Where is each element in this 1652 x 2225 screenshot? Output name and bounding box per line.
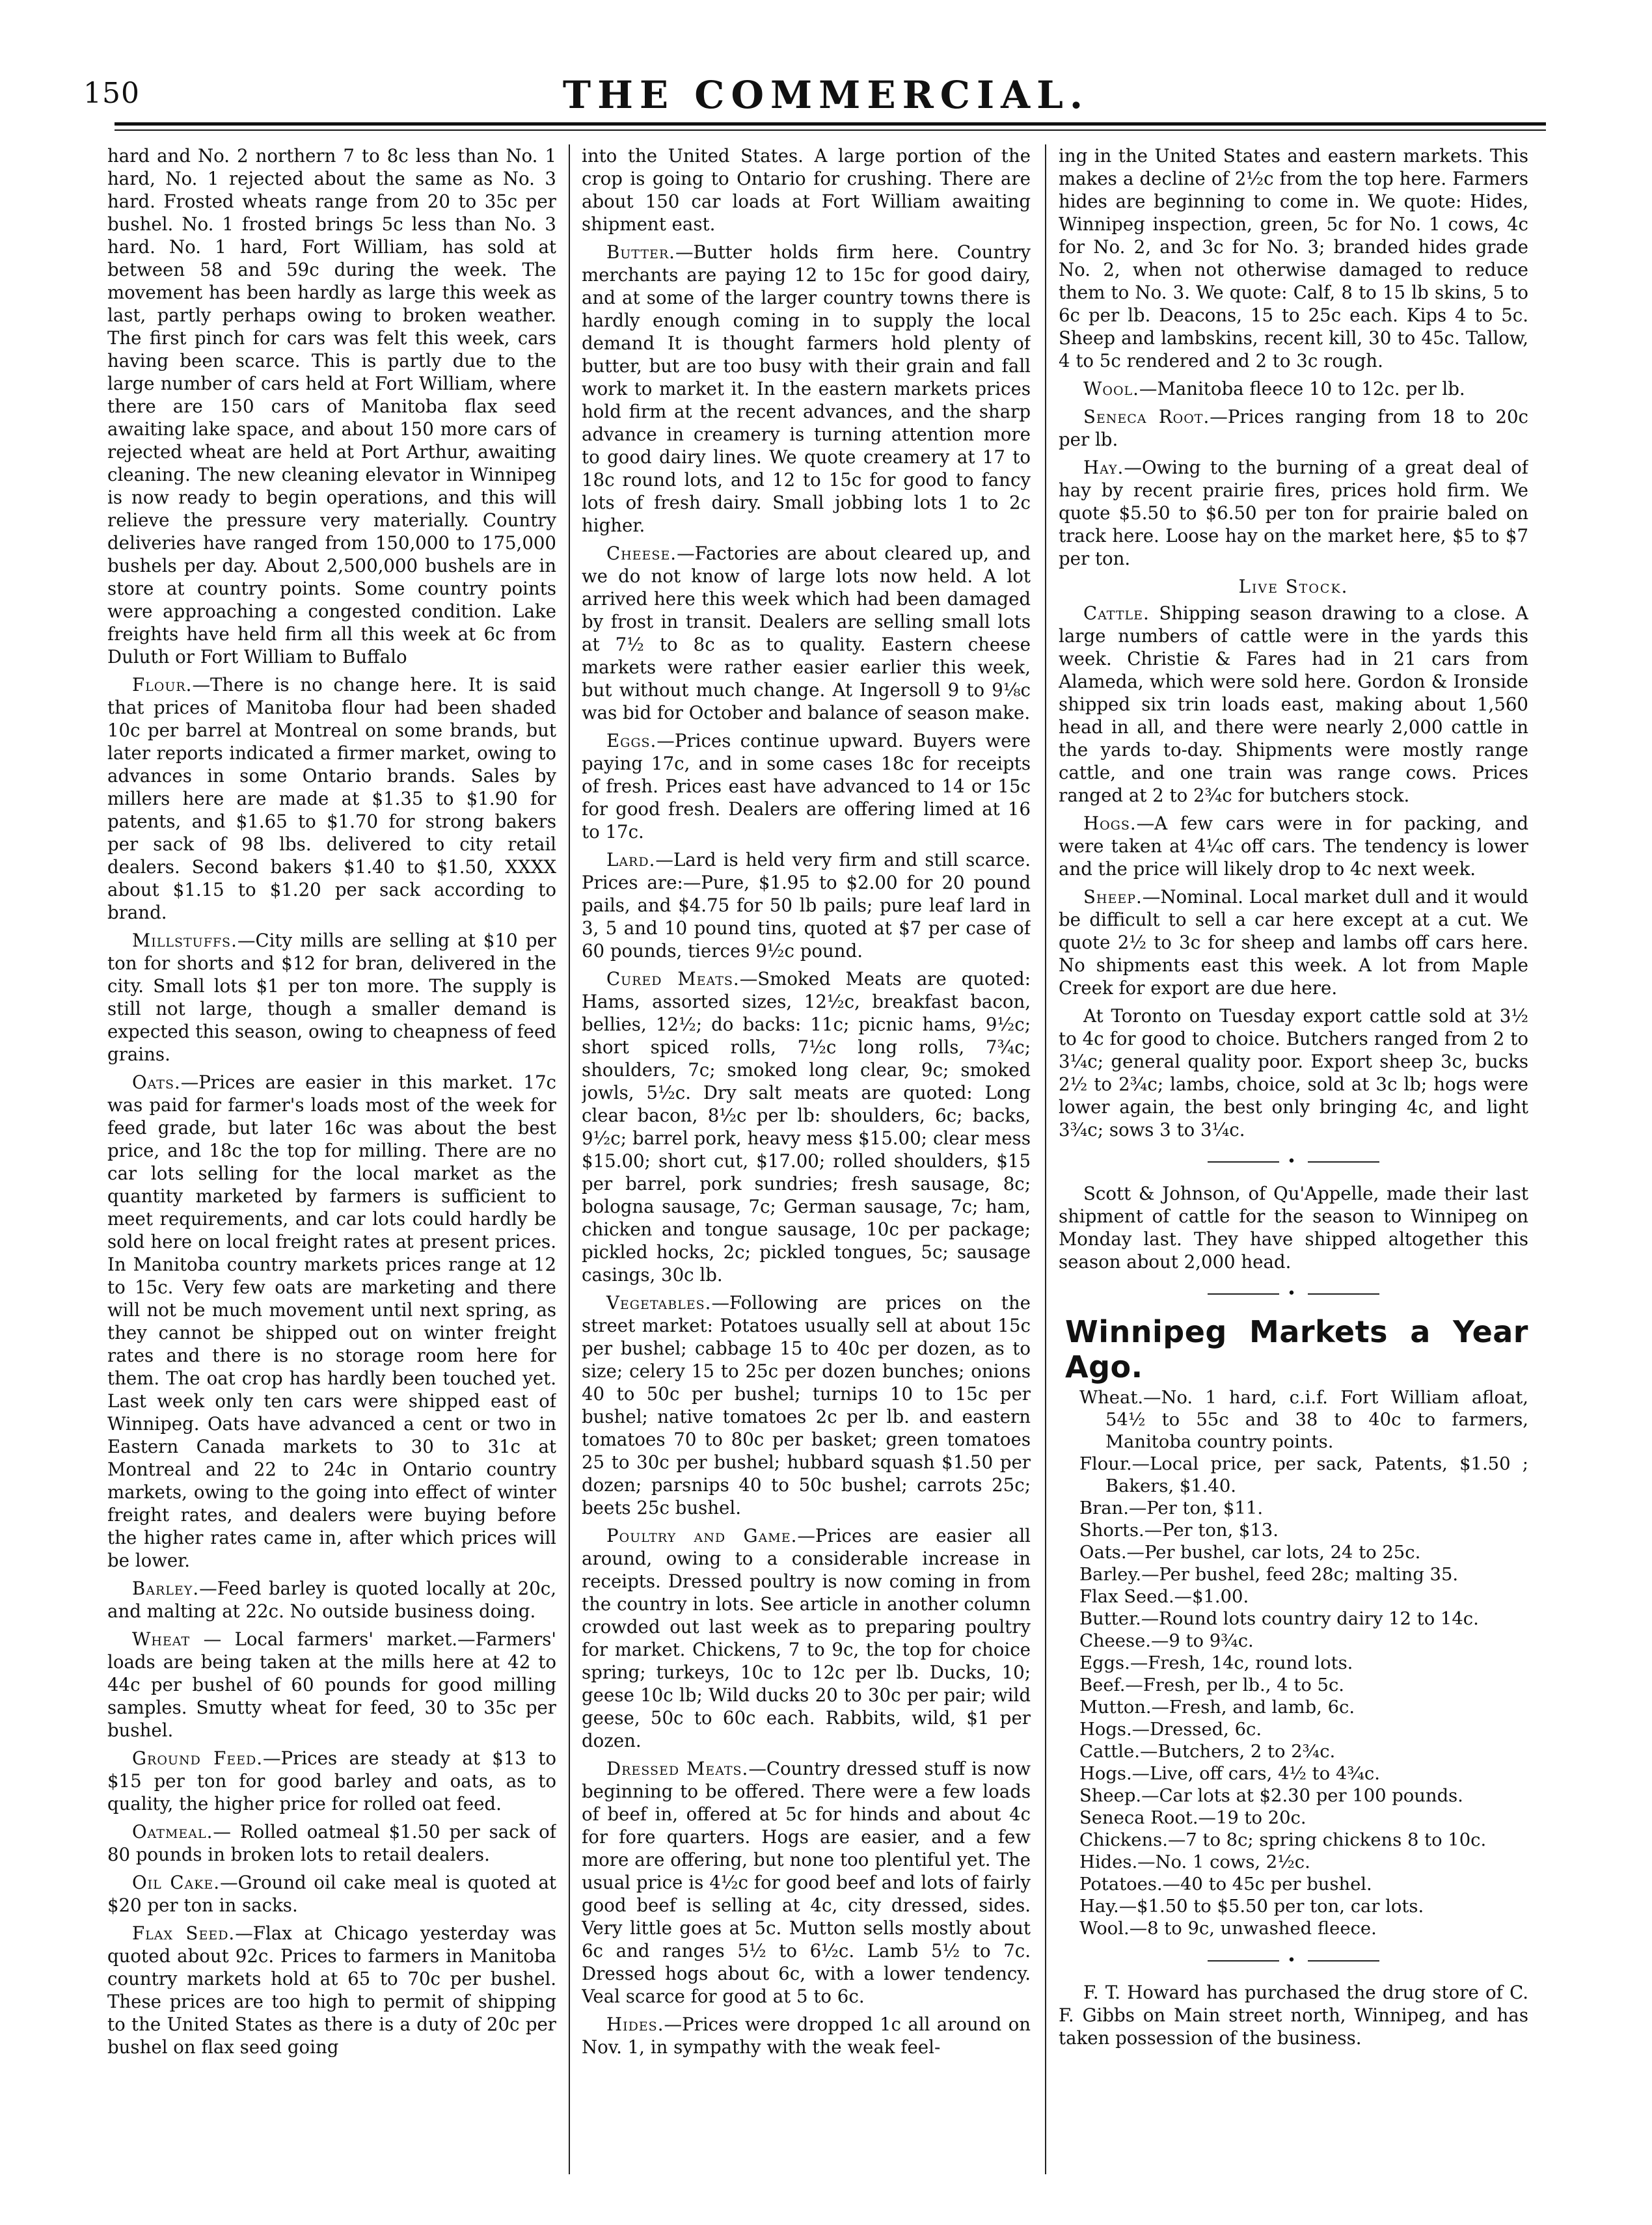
year-ago-list <box>1059 1387 1528 1940</box>
grain-paragraph: hard and No. 2 northern 7 to 8c less than No. 1 hard, No. 1 rejected about the same as No. 3 hard. Frosted wheats range from 20 to 35c per bushel. No. 1 frosted brings 5c less than No. 3 hard. No. 1 hard, Fort William, has sold at between 58 and 59c during the week. The movement has been hardly as large this week as last, partly perhaps owing to broken weather. The first pinch for cars was felt this week, cars having been scarce. This is partly due to the large number of cars held at Fort William, where there are 150 cars of Manitoba flax seed awaiting lake space, and about 150 more cars of rejected wheat are held at Port Arthur, awaiting cleaning. The new cleaning elevator in Winnipeg is now ready to begin operations, and this will relieve the pressure very materially. Country deliveries have ranged from 150,000 to 175,000 bushels per day. About 2,500,000 bushels are in store at country points. Some country points were approaching a congested condition. Lake freights have held firm all this week at 6c from Duluth or Fort William to Buffalo <box>107 145 556 668</box>
list-item: Wheat.—No. 1 hard, c.i.f. Fort William afloat, 54½ to 55c and 38 to 40c to farmers, Manitoba country points. <box>1079 1388 1528 1452</box>
oats-text: —Prices are easier in this market. 17c was paid for farmer's loads most of the week for feed grade, but later 16c was about the best price, and 18c the top for milling. There are no car lots selling for the local market as the quantity marketed by farmers is sufficient to meet requirements, and car lots could hardly be sold here on local freight rates at present prices. In Manitoba country markets prices range at 12 to 15c. Very few oats are marketing and there will not be much movement until next spring, as they cannot be shipped out on winter freight rates and there is no storage room here for them. The oat crop has hardly been touched yet. Last week only ten cars were shipped east of Winnipeg. Oats have advanced a cent or two in Eastern Canada markets to 30 to 31c at Montreal and 22 to 24c in Ontario country markets, owing to the going into effect of winter freight rates, and dealers were buying before the higher rates came in, after which prices will be lower. <box>107 1072 556 1571</box>
list-item: Bran.—Per ton, $11. <box>1079 1498 1264 1518</box>
cattle-heading: Cattle. <box>1083 602 1150 624</box>
hides-continued-paragraph: ing in the United States and eastern markets. This makes a decline of 2½c from the top here. Farmers hides are beginning to come in. We quote: Hides, Winnipeg inspection, green, 5c for No. 1 cows, 4c for No. 2, and 3c for No. 3; branded hides grade No. 2, when not otherwise damaged to reduce them to No. 3. We quote: Calf, 8 to 15 lb skins, 5 to 6c per lb. Deacons, 15 to 25c each. Kips 4 to 5c. Sheep and lambskins, recent kill, 30 to 45c. Tallow, 4 to 5c rendered and 2 to 3c rough. <box>1059 145 1528 371</box>
wool-paragraph <box>1059 377 1528 400</box>
ground-feed-paragraph <box>107 1747 556 1815</box>
vegetables-paragraph <box>582 1291 1031 1519</box>
vegetables-heading: Vegetables. <box>606 1292 712 1314</box>
barley-paragraph <box>107 1577 556 1623</box>
hogs-heading: Hogs. <box>1083 813 1137 834</box>
cheese-heading: Cheese. <box>606 543 677 564</box>
hides-paragraph <box>582 2013 1031 2058</box>
eggs-paragraph <box>582 729 1031 843</box>
millstuffs-heading: Millstuffs. <box>132 930 237 951</box>
list-item: Eggs.—Fresh, 14c, round lots. <box>1079 1653 1353 1673</box>
oatmeal-text: — Rolled oatmeal $1.50 per sack of 80 pounds in broken lots to retail dealers. <box>107 1821 556 1865</box>
oilcake-paragraph <box>107 1871 556 1917</box>
butter-paragraph <box>582 241 1031 537</box>
section-divider: • <box>1059 1949 1528 1972</box>
header-rule-thick <box>115 122 1546 126</box>
list-item: Hides.—No. 1 cows, 2½c. <box>1079 1852 1310 1872</box>
oatmeal-paragraph <box>107 1820 556 1866</box>
header-rule-thin <box>115 129 1546 131</box>
eggs-text: —Prices continue upward. Buyers were paying 17c, and in some cases 18c for receipts of fresh. Prices east have advanced to 14 or 15c for good fresh. Dealers are offering limed at 16 to 17c. <box>582 730 1031 843</box>
flaxseed-paragraph <box>107 1922 556 2058</box>
flour-heading: Flour. <box>132 674 193 695</box>
list-item: Cattle.—Butchers, 2 to 2¾c. <box>1079 1742 1336 1762</box>
oilcake-text: —Ground oil cake meal is quoted at $20 per ton in sacks. <box>107 1872 556 1916</box>
cured-meats-text: —Smoked Meats are quoted: Hams, assorted sizes, 12½c, breakfast bacon, bellies, 12½; do backs: 11c; picnic hams, 9½c; short spiced rolls, 7½c long rolls, 7¾c; shoulders, 7c; smoked long clear, 9c; smoked jowls, 5½c. Dry salt meats are quoted: Long clear bacon, 8½c per lb: shoulders, 6c; backs, 9½c; barrel pork, heavy mess $15.00; clear mess $15.00; short cut, $17.00; rolled shoulders, $15 per barrel, pork sundries; fresh sausage, 8c; bologna sausage, 7c; German sausage, 7c; ham, chicken and tongue sausage, 10c per package; pickled hocks, 2c; pickled tongues, 5c; sausage casings, 30c lb. <box>582 968 1031 1286</box>
ground-feed-text: —Prices are steady at $13 to $15 per ton for good barley and oats, as to quality, the higher price for rolled oat feed. <box>107 1747 556 1814</box>
butter-heading: Butter. <box>606 241 675 263</box>
list-item: Wool.—8 to 9c, unwashed fleece. <box>1079 1919 1377 1939</box>
barley-heading: Barley. <box>132 1578 200 1599</box>
hay-paragraph <box>1059 456 1528 570</box>
hogs-text: —A few cars were in for packing, and were taken at 4¼c off cars. The tendency is lower and the price will likely drop to 4c next week. <box>1059 813 1528 880</box>
column-3 <box>1059 144 1528 2181</box>
list-item: Seneca Root.—19 to 20c. <box>1079 1808 1307 1828</box>
cattle-text: Shipping season drawing to a close. A large numbers of cattle were in the yards this week. Christie & Fares had in 21 cars from Alameda, which were sold here. Gordon & Ironside shipped six trin loads east, making about 1,560 head in all, and there were nearly 2,000 cattle in the yards to-day. Shipments were mostly range cattle, and one train was range cows. Prices ranged at 2 to 2¾c for butchers stock. <box>1059 602 1528 806</box>
seneca-text: —Prices ranging from 18 to 20c per lb. <box>1059 406 1528 450</box>
list-item: Shorts.—Per ton, $13. <box>1079 1520 1279 1541</box>
scott-johnson-paragraph: Scott & Johnson, of Qu'Appelle, made their last shipment of cattle for the season to Winnipeg on Monday last. They have shipped altogether this season about 2,000 head. <box>1059 1183 1528 1273</box>
seneca-heading: Seneca Root. <box>1083 406 1210 427</box>
column-1 <box>107 144 556 2181</box>
flour-paragraph <box>107 673 556 924</box>
hay-heading: Hay. <box>1083 457 1124 478</box>
column-2 <box>582 144 1031 2181</box>
wheat-paragraph <box>107 1628 556 1742</box>
column-divider-1 <box>569 144 570 2174</box>
list-item: Butter.—Round lots country dairy 12 to 14c. <box>1079 1609 1479 1629</box>
flax-continued-paragraph: into the United States. A large portion of the crop is going to Ontario for crushing. There are about 150 car loads at Fort William awaiting shipment east. <box>582 145 1031 235</box>
hides-text: —Prices were dropped 1c all around on Nov. 1, in sympathy with the weak feel- <box>582 2014 1031 2058</box>
wool-heading: Wool. <box>1083 378 1139 399</box>
cheese-text: —Factories are about cleared up, and we do not know of large lots now held. A lot arrived here this week which had been damaged by frost in transit. Dealers are selling small lots at 7½ to 8c as to quality. Eastern cheese markets were rather easier earlier this week, but without much change. At Ingersoll 9 to 9⅛c was bid for October and balance of season make. <box>582 543 1031 723</box>
section-divider: • <box>1059 1150 1528 1173</box>
oatmeal-heading: Oatmeal. <box>132 1821 213 1842</box>
poultry-text: —Prices are easier all around, owing to a considerable increase in receipts. Dressed poultry is now coming in from the country in lots. See article in another column crowded out last week as to preparing poultry for market. Chickens, 7 to 9c, the top for choice spring; turkeys, 10c to 12c per lb. Ducks, 10; geese 10c lb; Wild ducks 20 to 30c per pair; wild geese, 50c to 60c each. Rabbits, wild, $1 per dozen. <box>582 1525 1031 1751</box>
millstuffs-text: —City mills are selling at $10 per ton for shorts and $12 for bran, delivered in the city. Small lots $1 per ton more. The supply is still not large, though a smaller demand is expected this season, owing to cheapness of feed grains. <box>107 930 556 1065</box>
dressed-meats-paragraph <box>582 1757 1031 2008</box>
toronto-paragraph: At Toronto on Tuesday export cattle sold at 3½ to 4c for good to choice. Butchers ranged from 2 to 3¼c; general quality poor. Export sheep 3c, bucks 2½ to 2¾c; lambs, choice, sold at 3c lb; hogs were lower again, the best only bringing 4c, and light 3¾c; sows 3 to 3¼c. <box>1059 1005 1528 1140</box>
lard-heading: Lard. <box>606 849 656 870</box>
cattle-paragraph <box>1059 602 1528 807</box>
list-item: Flax Seed.—$1.00. <box>1079 1587 1249 1607</box>
dressed-meats-text: —Country dressed stuff is now beginning to be offered. There were a few loads of beef in, offered at 5c for hinds and about 4c for fore quarters. Hogs are easier, and a few more are offering, but none too plentiful yet. The usual price is 4½c for good beef and lots of fairly good beef is selling at 4c, city dressed, sides. Very little goes at 5c. Mutton sells mostly about 6c and ranges 5½ to 6½c. Lamb 5½ to 7c. Dressed hogs about 6c, with a lower tendency. Veal scarce for good at 5 to 6c. <box>582 1758 1031 2007</box>
live-stock-heading: Live Stock. <box>1238 576 1349 597</box>
dressed-meats-heading: Dressed Meats. <box>606 1758 749 1779</box>
vegetables-text: —Following are prices on the street market: Potatoes usually sell at about 15c per bushel; cabbage 15 to 40c per dozen, as to size; celery 15 to 25c per dozen bunches; onions 40 to 50c per bushel; turnips 10 to 15c per bushel; native tomatoes 2c per lb. and eastern tomatoes 70 to 80c per basket; green tomatoes 25 to 30c per bushel; hubbard squash $1.50 per dozen; parsnips 40 to 50c bushel; carrots 25c; beets 25c bushel. <box>582 1292 1031 1518</box>
flour-text: —There is no change here. It is said that prices of Manitoba flour had been shaded 10c per barrel at Montreal on some brands, but later reports indicated a firmer market, owing to advances in some Ontario brands. Sales by millers here are made at $1.35 to $1.90 for patents, and $1.65 to $1.70 for strong bakers per sack of 98 lbs. delivered to city retail dealers. Second bakers $1.40 to $1.50, XXXX about $1.15 to $1.20 per sack according to brand. <box>107 674 556 923</box>
masthead-title: THE COMMERCIAL. <box>562 73 1090 117</box>
oats-paragraph <box>107 1071 556 1572</box>
wheat-heading: Wheat <box>132 1628 191 1650</box>
lard-text: —Lard is held very firm and still scarce. Prices are:—Pure, $1.95 to $2.00 for 20 pound pails, and $4.75 for 50 lb pails; pure leaf lard in 3, 5 and 10 pound tins, quoted at $7 per case of 60 pounds, tierces 9½c pound. <box>582 849 1031 962</box>
seneca-paragraph <box>1059 405 1528 451</box>
lard-paragraph <box>582 848 1031 962</box>
list-item: Sheep.—Car lots at $2.30 per 100 pounds. <box>1079 1786 1463 1806</box>
flaxseed-text: —Flax at Chicago yesterday was quoted about 92c. Prices to farmers in Manitoba country markets hold at 65 to 70c per bushel. These prices are too high to permit of shipping to the United States as there is a duty of 20c per bushel on flax seed going <box>107 1922 556 2058</box>
hogs-paragraph <box>1059 812 1528 880</box>
wool-text: —Manitoba fleece 10 to 12c. per lb. <box>1139 378 1465 399</box>
sheep-heading: Sheep. <box>1083 886 1143 908</box>
howard-notice-paragraph: F. T. Howard has purchased the drug store of C. F. Gibbs on Main street north, Winnipeg, and has taken possession of the business. <box>1059 1982 1528 2049</box>
cured-meats-heading: Cured Meats. <box>606 968 740 990</box>
column-divider-2 <box>1045 144 1046 2174</box>
cured-meats-paragraph <box>582 967 1031 1286</box>
sheep-text: —Nominal. Local market dull and it would be difficult to sell a car here except at a cut. We quote 2½ to 3c for sheep and lambs off cars here. No shipments east this week. A lot from Maple Creek for export are due here. <box>1059 886 1528 999</box>
list-item: Barley.—Per bushel, feed 28c; malting 35. <box>1079 1565 1459 1585</box>
list-item: Mutton.—Fresh, and lamb, 6c. <box>1079 1697 1355 1718</box>
hides-heading: Hides. <box>606 2014 664 2035</box>
list-item: Oats.—Per bushel, car lots, 24 to 25c. <box>1079 1543 1421 1563</box>
oilcake-heading: Oil Cake. <box>132 1872 221 1893</box>
list-item: Hogs.—Live, off cars, 4½ to 4¾c. <box>1079 1764 1380 1784</box>
butter-text: —Butter holds firm here. Country merchants are paying 12 to 15c for good dairy, and at some of the larger country towns there is hardly enough coming in to supply the local demand It is thought farmers hold plenty of butter, but are too busy with their grain and fall work to market it. In the eastern markets prices hold firm at the recent advances, and the sharp advance in creamery is turning attention more to good dairy lines. We quote creamery at 17 to 18c round lots, and 12 to 15c for good to fancy lots of fresh dairy. Small jobbing lots 1 to 2c higher. <box>582 241 1031 536</box>
cheese-paragraph <box>582 542 1031 724</box>
year-ago-title: Winnipeg Markets a Year Ago. <box>1065 1314 1528 1384</box>
oats-heading: Oats. <box>132 1072 181 1093</box>
millstuffs-paragraph <box>107 929 556 1066</box>
hay-text: —Owing to the burning of a great deal of hay by recent prairie fires, prices hold firm. We quote $5.50 to $6.50 per ton for prairie baled on track here. Loose hay on the market here, $5 to $7 per ton. <box>1059 457 1528 569</box>
section-divider: • <box>1059 1282 1528 1305</box>
list-item: Potatoes.—40 to 45c per bushel. <box>1079 1874 1372 1895</box>
list-item: Hay.—$1.50 to $5.50 per ton, car lots. <box>1079 1896 1424 1917</box>
poultry-paragraph <box>582 1524 1031 1752</box>
eggs-heading: Eggs. <box>606 730 657 751</box>
sheep-paragraph <box>1059 885 1528 999</box>
ground-feed-heading: Ground Feed. <box>132 1747 264 1769</box>
wheat-text: — Local farmers' market.—Farmers' loads are being taken at the mills here at 42 to 44c per bushel of 60 pounds for good milling samples. Smutty wheat for feed, 30 to 35c per bushel. <box>107 1628 556 1741</box>
list-item: Chickens.—7 to 8c; spring chickens 8 to 10c. <box>1079 1830 1487 1850</box>
list-item: Cheese.—9 to 9¾c. <box>1079 1631 1254 1651</box>
list-item: Flour.—Local price, per sack, Patents, $1.50 ; Bakers, $1.40. <box>1079 1454 1528 1496</box>
page-number: 150 <box>83 77 140 110</box>
poultry-heading: Poultry and Game. <box>606 1525 798 1546</box>
list-item: Hogs.—Dressed, 6c. <box>1079 1719 1262 1740</box>
flaxseed-heading: Flax Seed. <box>132 1922 236 1944</box>
barley-text: —Feed barley is quoted locally at 20c, and malting at 22c. No outside business doing. <box>107 1578 556 1622</box>
list-item: Beef.—Fresh, per lb., 4 to 5c. <box>1079 1675 1344 1695</box>
